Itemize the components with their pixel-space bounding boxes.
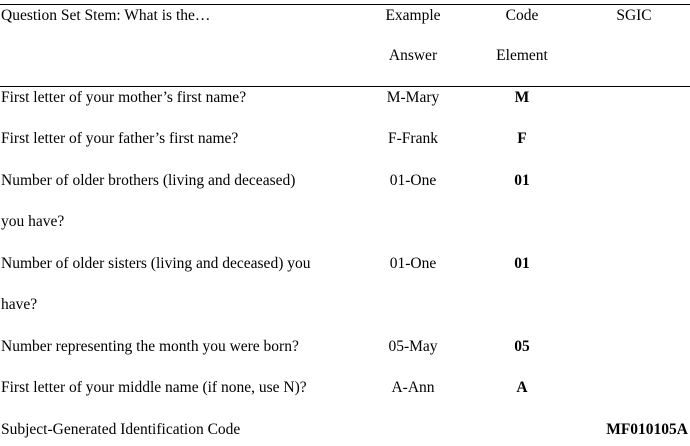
footer-sgic-value: MF010105A <box>606 421 688 438</box>
row-4-question-line-2: have? <box>1 296 38 313</box>
row-4-code: 01 <box>514 255 530 272</box>
row-3-code: 01 <box>514 172 530 189</box>
row-1-example: M-Mary <box>386 89 440 106</box>
row-5-question: Number representing the month you were born? <box>1 338 299 355</box>
row-2-question: First letter of your father’s first name? <box>1 130 239 147</box>
header-code: Code <box>505 7 539 24</box>
row-4-example: 01-One <box>389 255 437 272</box>
row-3-example: 01-One <box>389 172 437 189</box>
table-top-rule <box>0 4 690 5</box>
row-2-code: F <box>517 130 527 147</box>
table-header-rule <box>0 86 690 87</box>
header-sgic: SGIC <box>616 7 652 24</box>
footer-label: Subject-Generated Identification Code <box>1 421 241 438</box>
row-4-question-line-1: Number of older sisters (living and deceased) you <box>1 255 311 272</box>
row-6-question: First letter of your middle name (if none, use N)? <box>1 379 307 396</box>
header-element: Element <box>496 47 548 64</box>
row-5-code: 05 <box>514 338 530 355</box>
row-3-question-line-1: Number of older brothers (living and deceased) <box>1 172 296 189</box>
header-example: Example <box>385 7 441 24</box>
header-answer: Answer <box>388 47 438 64</box>
row-1-code: M <box>514 89 530 106</box>
row-6-example: A-Ann <box>391 379 435 396</box>
header-question-stem: Question Set Stem: What is the… <box>1 7 211 24</box>
row-1-question: First letter of your mother’s first name? <box>1 89 247 106</box>
row-6-code: A <box>516 379 528 396</box>
row-2-example: F-Frank <box>388 130 438 147</box>
row-3-question-line-2: you have? <box>1 213 65 230</box>
row-5-example: 05-May <box>388 338 438 355</box>
